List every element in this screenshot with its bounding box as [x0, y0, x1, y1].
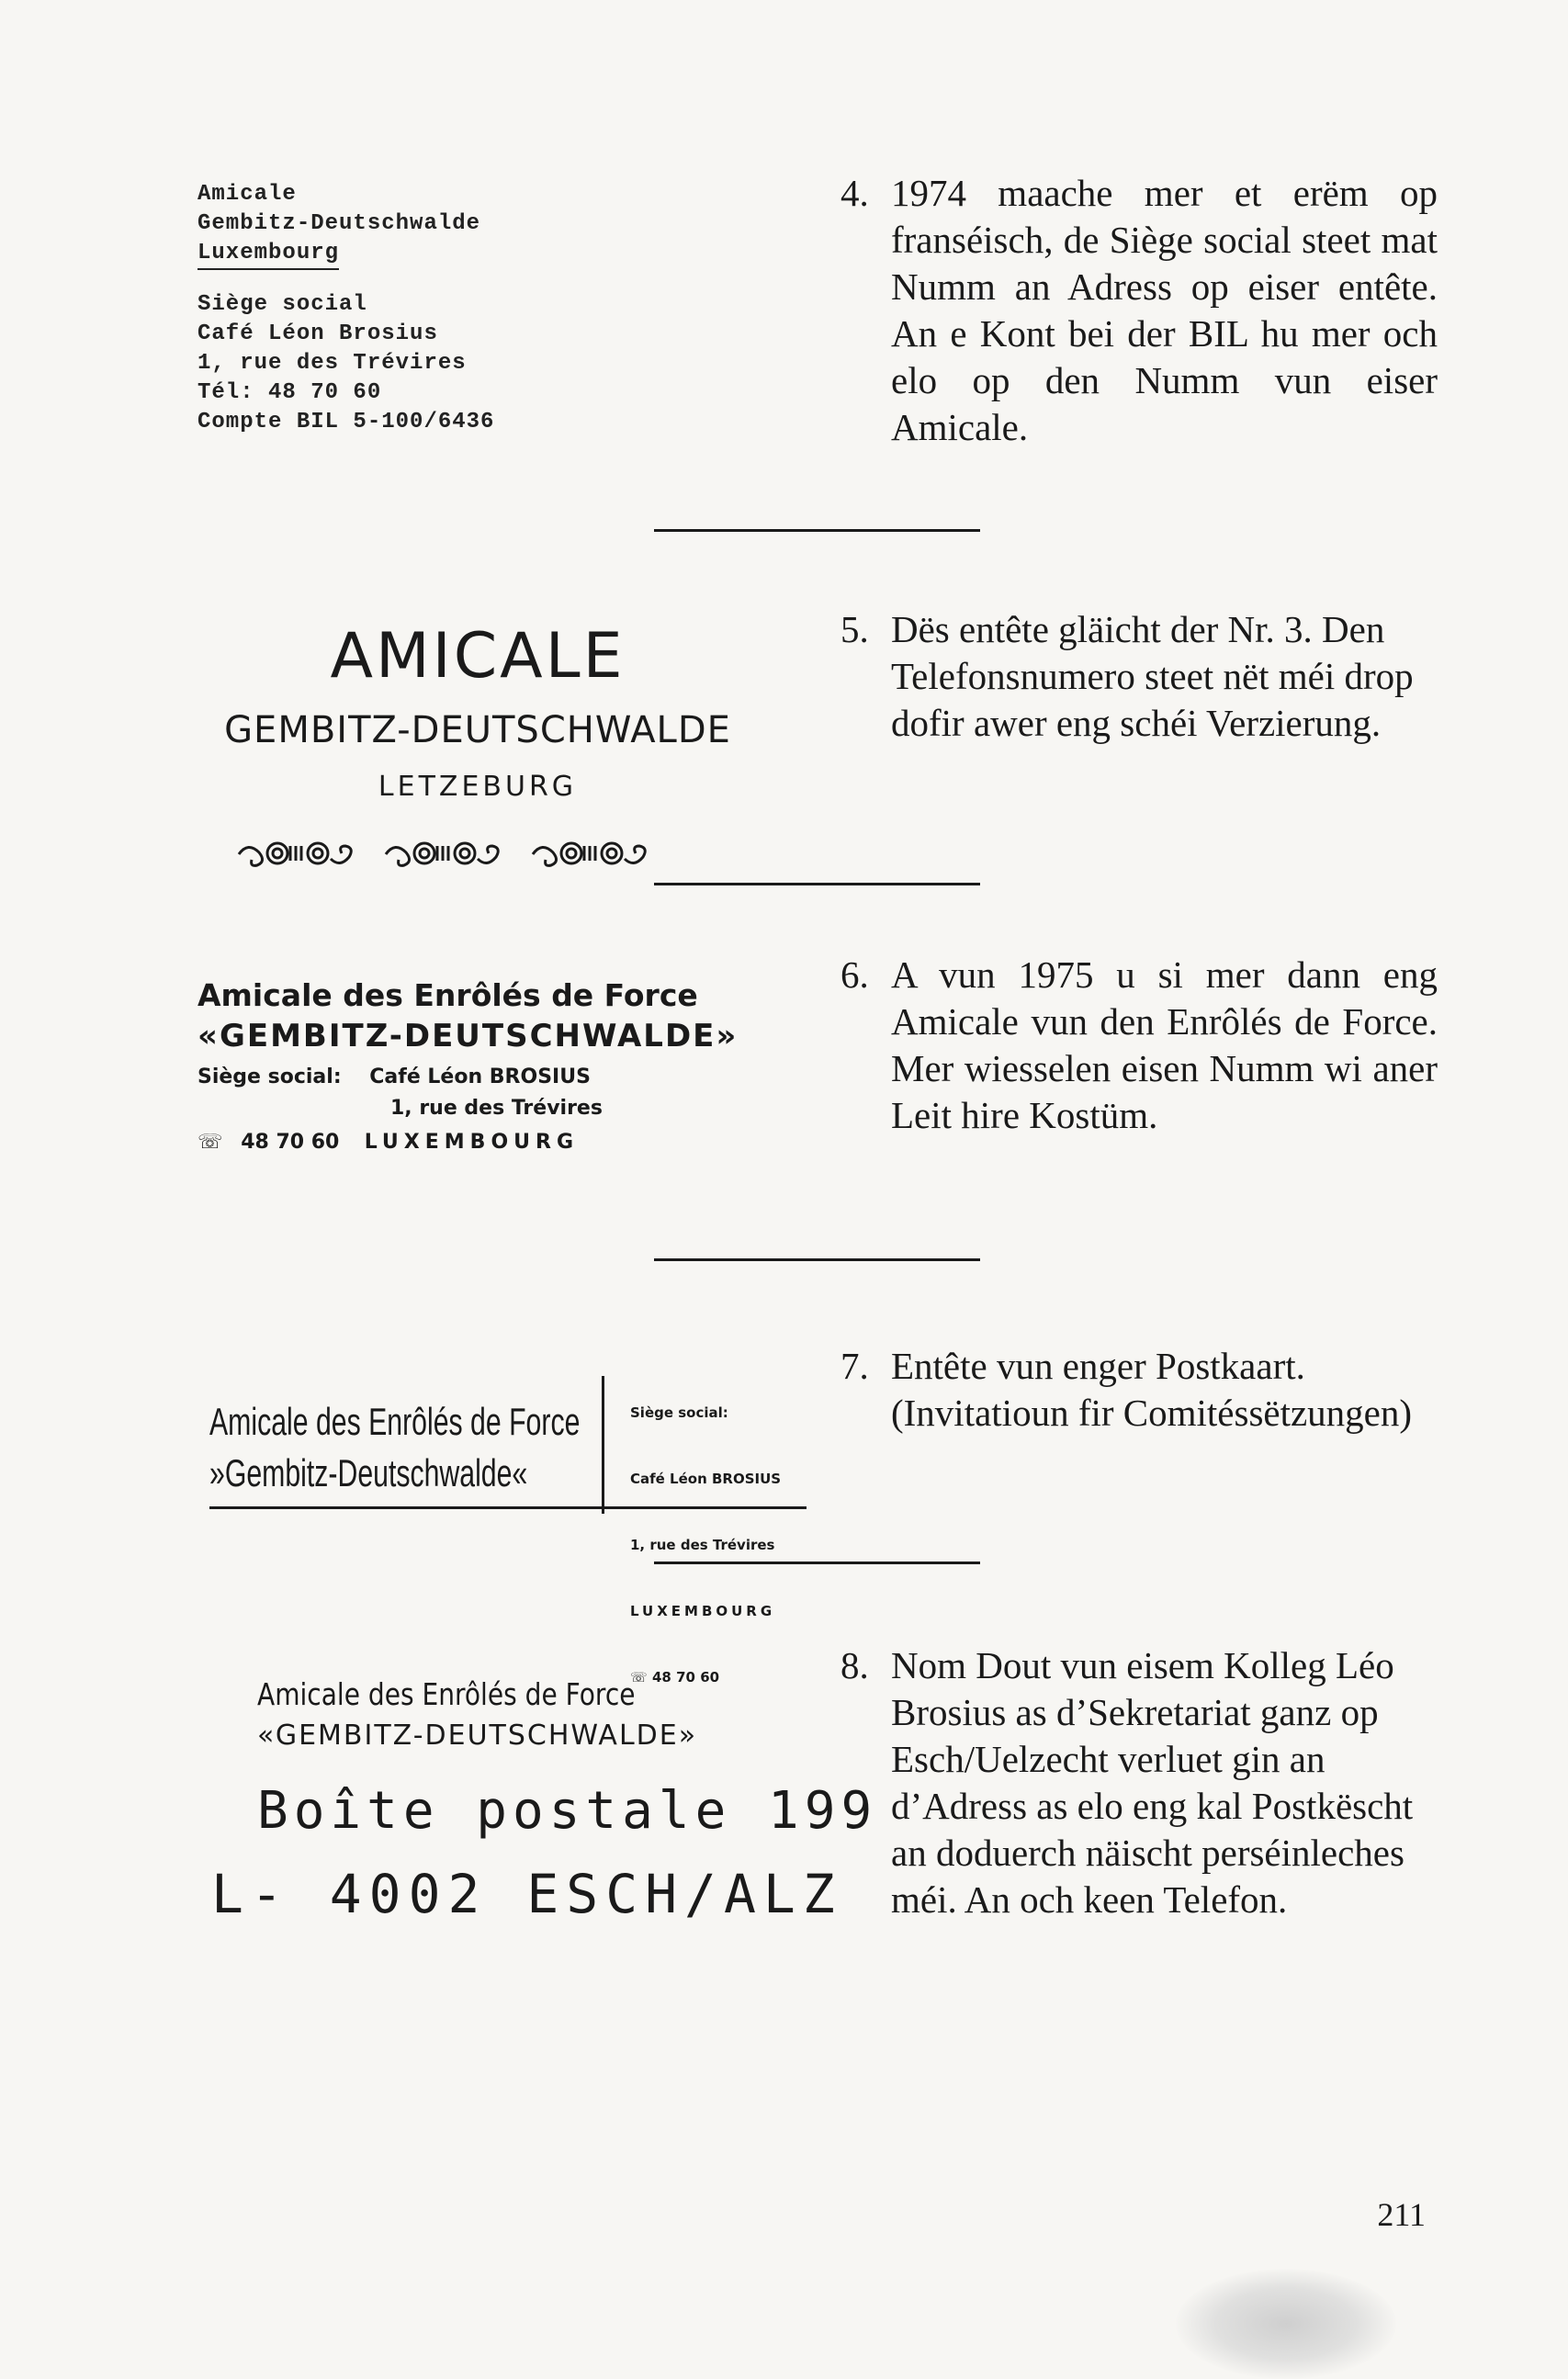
description-8 [840, 1642, 1438, 1923]
letterhead-6-cafe: Café Léon BROSIUS [369, 1065, 591, 1088]
letterhead-4-line: Café Léon Brosius [197, 321, 438, 346]
letterhead-5-subtitle: GEMBITZ-DEUTSCHWALDE [224, 709, 731, 751]
entry-number: 5. [840, 608, 869, 650]
letterhead-4-line: 1, rue des Trévires [197, 351, 467, 376]
letterhead-6 [197, 975, 738, 1161]
letterhead-4 [197, 180, 494, 437]
page-number: 211 [1377, 2196, 1426, 2233]
letterhead-7-seat-label: Siège social: [630, 1404, 728, 1421]
letterhead-8 [211, 1674, 878, 1931]
letterhead-5-title: AMICALE [330, 620, 626, 693]
letterhead-6-subtitle: «GEMBITZ-DEUTSCHWALDE» [197, 1018, 739, 1054]
letterhead-7-phone: 48 70 60 [652, 1669, 720, 1686]
letterhead-6-street: 1, rue des Trévires [390, 1097, 603, 1120]
description-4 [840, 170, 1438, 451]
description-5 [840, 606, 1438, 747]
entry-number: 7. [840, 1345, 869, 1387]
letterhead-4-line: Tél: 48 70 60 [197, 380, 382, 405]
letterhead-4-line: Compte BIL 5-100/6436 [197, 410, 495, 434]
divider [654, 1562, 980, 1564]
letterhead-4-line: Luxembourg [197, 239, 339, 270]
description-7 [840, 1343, 1438, 1437]
letterhead-4-line: Siège social [197, 292, 367, 317]
entry-number: 4. [840, 172, 869, 214]
description-text: Dës entête gläicht der Nr. 3. Den Telefonsnumero steet nët méi drop dofir awer eng schéi Verzierung. [891, 608, 1414, 744]
description-text: A vun 1975 u si mer dann eng Amicale vun den Enrôlés de Force. Mer wiesselen eisen Numm wi aner Leit hire Kostüm. [891, 953, 1438, 1136]
telephone-icon: ☏ [197, 1131, 229, 1154]
letterhead-7-address [630, 1358, 781, 1710]
divider [654, 883, 980, 885]
letterhead-8-postcode: L- 4002 ESCH/ALZ [211, 1863, 842, 1925]
description-text: 1974 maache mer et erëm op franséisch, de Siège social steet mat Numm an Adress op eiser entête. An e Kont bei der BIL hu mer och elo op den Numm vun eiser Amicale. [891, 172, 1438, 448]
telephone-icon: ☏ [630, 1669, 648, 1686]
letterhead-7-separator [602, 1376, 604, 1514]
divider [654, 1258, 980, 1261]
letterhead-6-title: Amicale des Enrôlés de Force [197, 977, 698, 1013]
page-smudge [1176, 2269, 1396, 2379]
letterhead-7-title: Amicale des Enrôlés de Force [209, 1400, 581, 1443]
letterhead-7-street: 1, rue des Trévires [630, 1537, 775, 1553]
description-text: Nom Dout vun eisem Kolleg Léo Brosius as d’Sekretariat ganz op Esch/Uelzecht verluet gin an d’Adress as elo eng kal Postkëscht an doduerch näischt perséinleches méi. An och keen Telefon. [891, 1644, 1414, 1921]
letterhead-4-line: Amicale [197, 182, 297, 207]
letterhead-6-phone: 48 70 60 [241, 1131, 340, 1154]
entry-number: 8. [840, 1644, 869, 1686]
letterhead-7-subtitle: »Gembitz-Deutschwalde« [209, 1451, 528, 1494]
letterhead-7-cafe: Café Léon BROSIUS [630, 1471, 782, 1487]
letterhead-8-pobox: Boîte postale 199 [257, 1781, 878, 1841]
letterhead-7-city: LUXEMBOURG [630, 1603, 776, 1619]
letterhead-5-place: LETZEBURG [378, 771, 578, 803]
scroll-ornament [230, 831, 661, 877]
description-6 [840, 952, 1438, 1139]
letterhead-4-line: Gembitz-Deutschwalde [197, 211, 481, 236]
entry-number: 6. [840, 953, 869, 996]
letterhead-8-title: Amicale des Enrôlés de Force [257, 1676, 636, 1712]
divider [654, 529, 980, 532]
letterhead-6-city: LUXEMBOURG [364, 1131, 580, 1154]
letterhead-6-seat-label: Siège social: [197, 1065, 342, 1088]
letterhead-5 [184, 620, 772, 807]
description-text: Entête vun enger Postkaart. (Invitatioun fir Comitéssëtzungen) [891, 1345, 1413, 1434]
letterhead-8-subtitle: «GEMBITZ-DEUTSCHWALDE» [257, 1719, 698, 1752]
letterhead-7-baseline [209, 1506, 807, 1509]
